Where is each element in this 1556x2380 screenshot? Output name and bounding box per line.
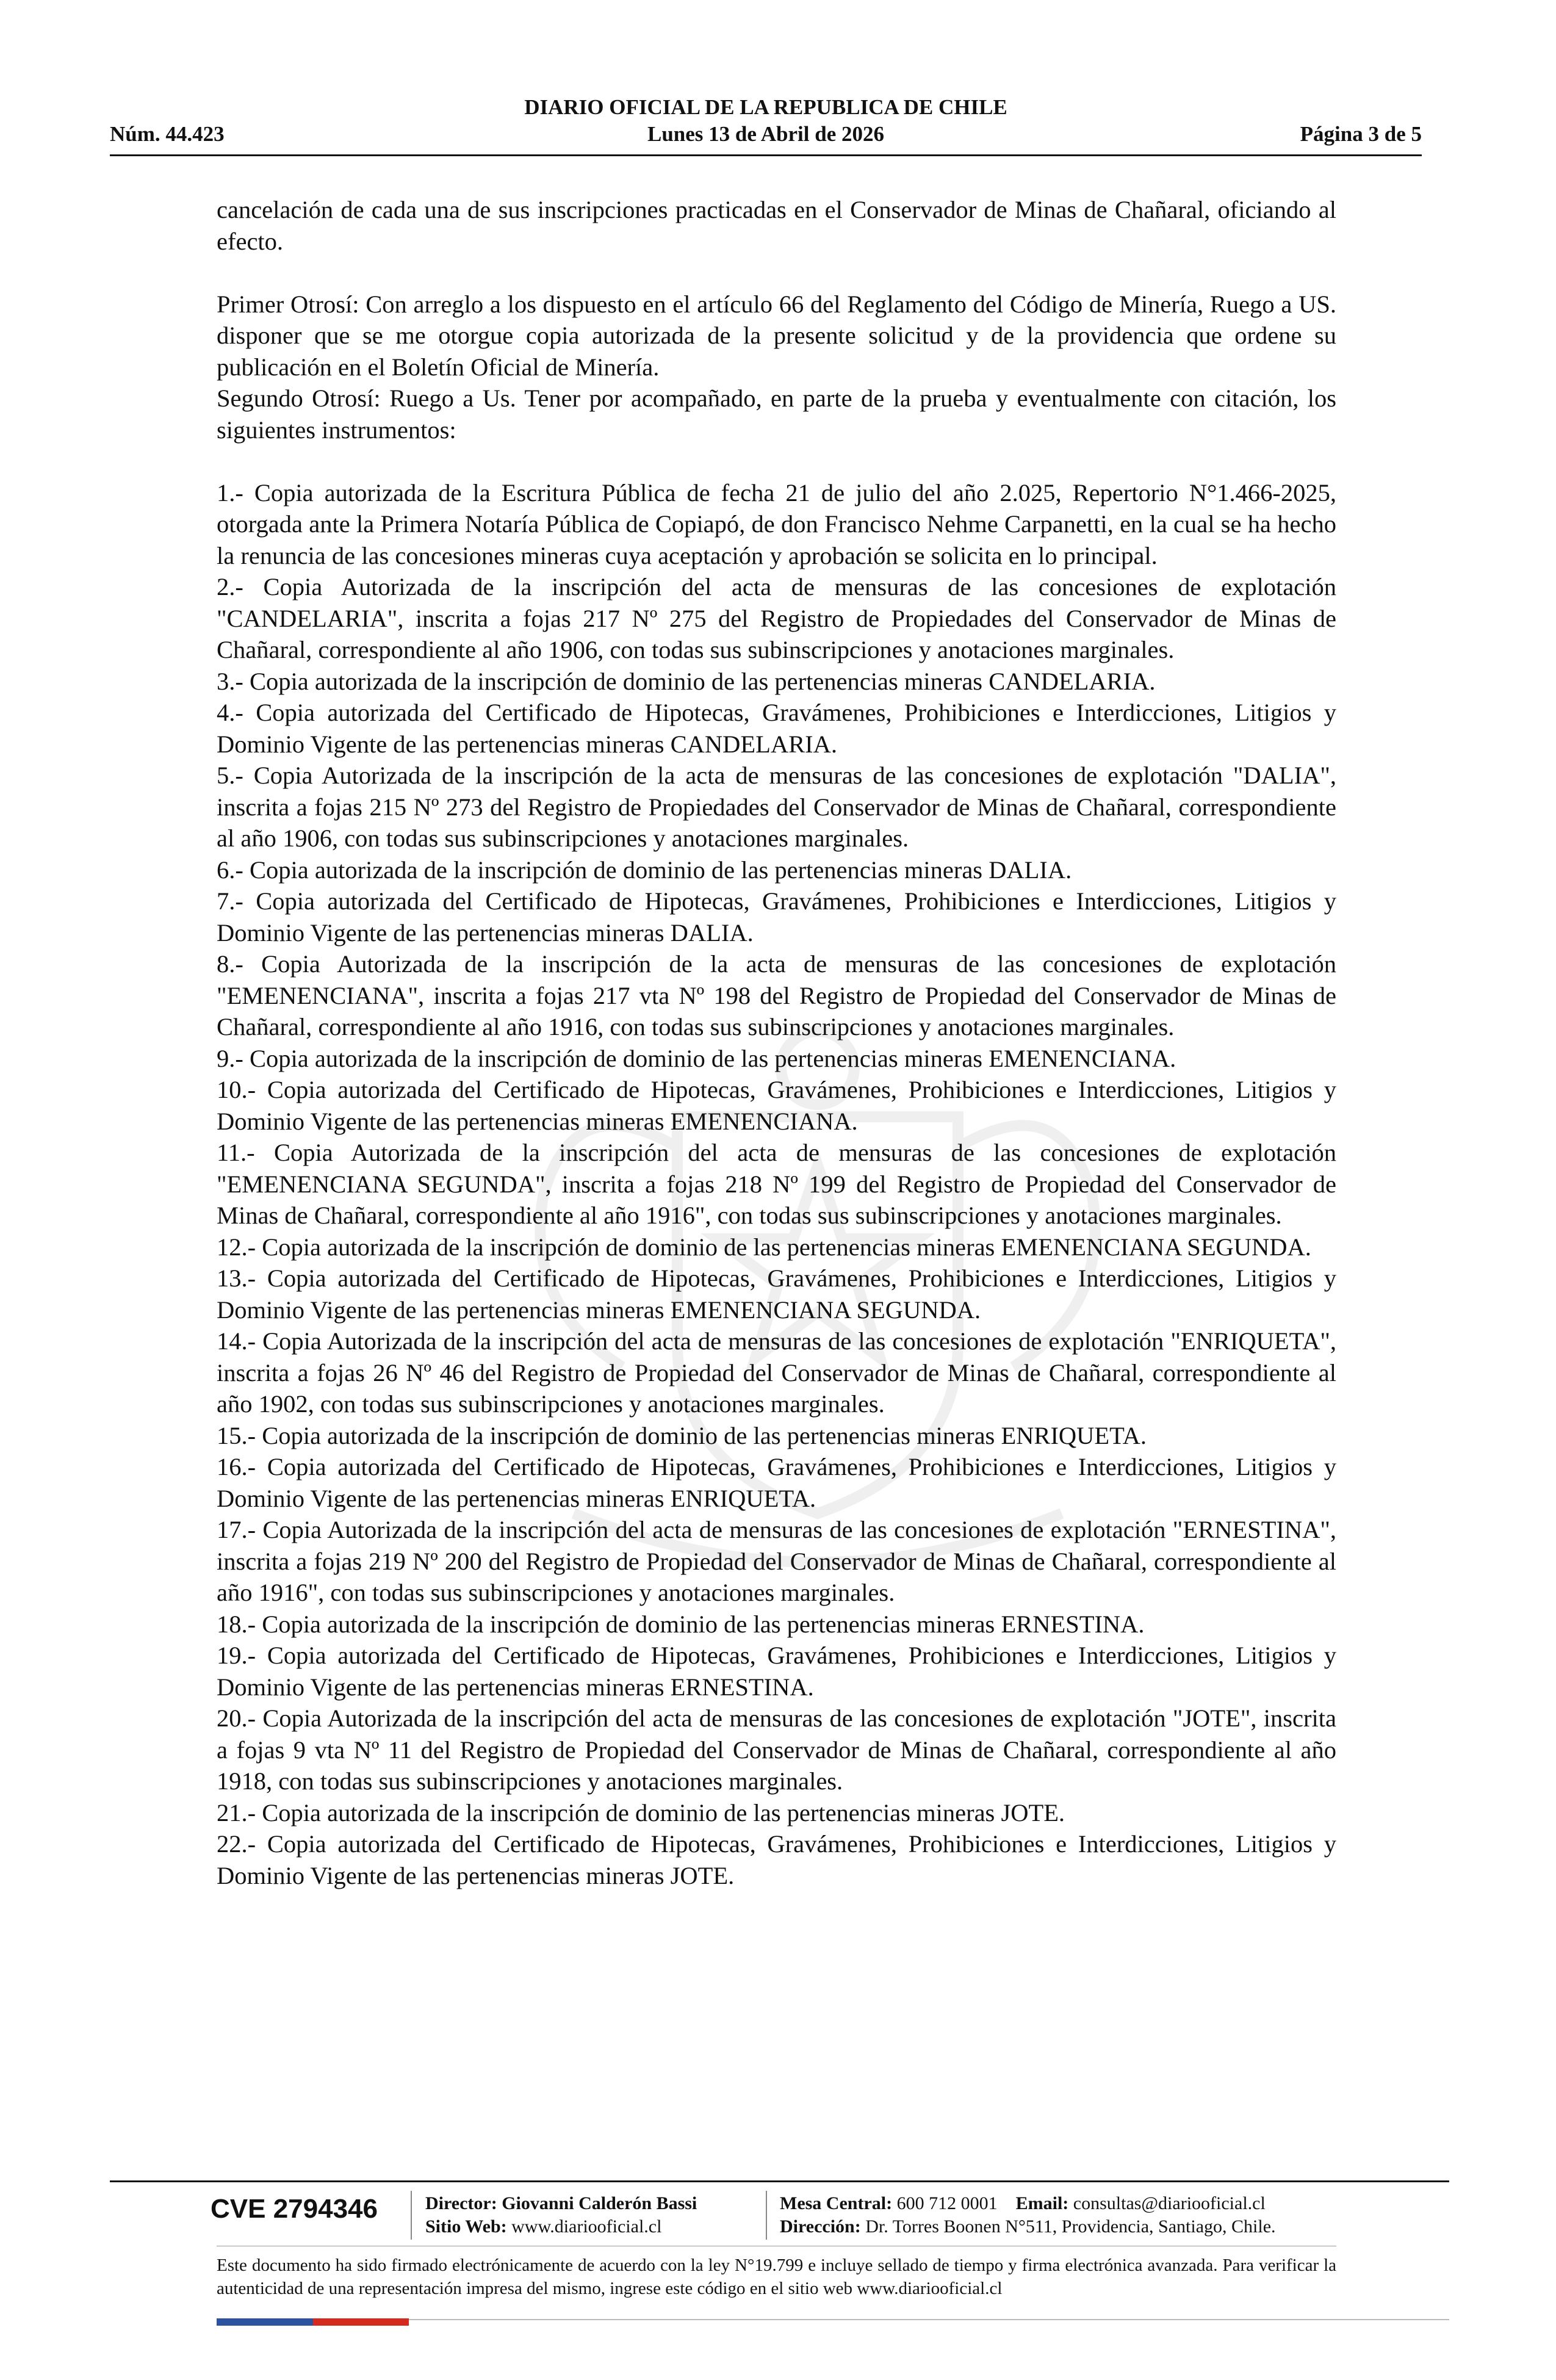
chile-flag-bar xyxy=(217,2318,409,2326)
footer-director-block xyxy=(425,2192,697,2238)
cve-code: CVE 2794346 xyxy=(211,2194,378,2224)
director-name: Giovanni Calderón Bassi xyxy=(502,2193,697,2213)
site-label: Sitio Web: xyxy=(425,2216,507,2237)
body-paragraph: 12.- Copia autorizada de la inscripción de dominio de las pertenencias mineras EMENENCIANA SEGUNDA. xyxy=(217,1233,1311,1261)
body-paragraph: 21.- Copia autorizada de la inscripción de dominio de las pertenencias mineras JOTE. xyxy=(217,1798,1065,1826)
paragraph-gap xyxy=(217,257,1336,289)
email-label: Email: xyxy=(1015,2193,1069,2213)
body-paragraph: 6.- Copia autorizada de la inscripción de dominio de las pertenencias mineras DALIA. xyxy=(217,856,1072,884)
page-header xyxy=(110,92,1422,156)
body-paragraph: 11.- Copia Autorizada de la inscripción del acta de mensuras de las concesiones de explotación "EMENENCIANA SEGUNDA", inscrita a fojas 218 Nº 199 del Registro de Propiedad del Conservador de Minas de Chañaral, correspondiente al año 1916", con todas sus subinscripciones y anotaciones marginales. xyxy=(217,1139,1336,1229)
body-paragraph: 17.- Copia Autorizada de la inscripción del acta de mensuras de las concesiones de explotación "ERNESTINA", inscrita a fojas 219 Nº 200 del Registro de Propiedad del Conservador de Minas de Chañaral, correspondiente al año 1916", con todas sus subinscripciones y anotaciones marginales. xyxy=(217,1516,1336,1606)
footer-separator xyxy=(766,2191,767,2240)
header-divider xyxy=(110,154,1422,156)
body-paragraph: 3.- Copia autorizada de la inscripción de dominio de las pertenencias mineras CANDELARIA. xyxy=(217,667,1156,695)
footer-divider xyxy=(110,2180,1449,2182)
body-paragraph: 7.- Copia autorizada del Certificado de Hipotecas, Gravámenes, Prohibiciones e Interdicciones, Litigios y Dominio Vigente de las pertenencias mineras DALIA. xyxy=(217,887,1336,947)
flag-blue-segment xyxy=(217,2318,313,2326)
body-paragraph: 2.- Copia Autorizada de la inscripción del acta de mensuras de las concesiones de explotación "CANDELARIA", inscrita a fojas 217 Nº 275 del Registro de Propiedades del Conservador de Minas de Chañaral, correspondiente al año 1906, con todas sus subinscripciones y anotaciones marginales. xyxy=(217,573,1336,663)
site-link[interactable]: www.diariooficial.cl xyxy=(511,2216,662,2237)
newspaper-title: DIARIO OFICIAL DE LA REPUBLICA DE CHILE xyxy=(524,95,1007,119)
address-value: Dr. Torres Boonen N°511, Providencia, Santiago, Chile. xyxy=(865,2216,1276,2237)
bottom-divider xyxy=(409,2319,1449,2320)
body-paragraph: 19.- Copia autorizada del Certificado de Hipotecas, Gravámenes, Prohibiciones e Interdicciones, Litigios y Dominio Vigente de las pertenencias mineras ERNESTINA. xyxy=(217,1642,1336,1701)
body-paragraph: 16.- Copia autorizada del Certificado de Hipotecas, Gravámenes, Prohibiciones e Interdicciones, Litigios y Dominio Vigente de las pertenencias mineras ENRIQUETA. xyxy=(217,1453,1336,1512)
body-paragraph: 13.- Copia autorizada del Certificado de Hipotecas, Gravámenes, Prohibiciones e Interdicciones, Litigios y Dominio Vigente de las pertenencias mineras EMENENCIANA SEGUNDA. xyxy=(217,1264,1336,1324)
page-indicator: Página 3 de 5 xyxy=(1300,122,1422,146)
address-label: Dirección: xyxy=(780,2216,861,2237)
body-paragraph: 5.- Copia Autorizada de la inscripción de la acta de mensuras de las concesiones de explotación "DALIA", inscrita a fojas 215 Nº 273 del Registro de Propiedades del Conservador de Minas de Chañaral, correspondiente al año 1906, con todas sus subinscripciones y anotaciones marginales. xyxy=(217,762,1336,852)
body-paragraph: cancelación de cada una de sus inscripciones practicadas en el Conservador de Minas de Chañaral, oficiando al efecto. xyxy=(217,196,1336,255)
mesa-phone: 600 712 0001 xyxy=(896,2193,998,2213)
body-paragraph: 9.- Copia autorizada de la inscripción de dominio de las pertenencias mineras EMENENCIANA. xyxy=(217,1044,1176,1072)
body-paragraph: Segundo Otrosí: Ruego a Us. Tener por acompañado, en parte de la prueba y eventualmente con citación, los siguientes instrumentos: xyxy=(217,384,1336,444)
body-paragraph: 20.- Copia Autorizada de la inscripción del acta de mensuras de las concesiones de explotación "JOTE", inscrita a fojas 9 vta Nº 11 del Registro de Propiedad del Conservador de Minas de Chañaral, correspondiente al año 1918, con todas sus subinscripciones y anotaciones marginales. xyxy=(217,1704,1336,1795)
body-paragraph: Primer Otrosí: Con arreglo a los dispuesto en el artículo 66 del Reglamento del Código de Minería, Ruego a US. disponer que se me otorgue copia autorizada de la presente solicitud y de la providencia que ordene su publicación en el Boletín Oficial de Minería. xyxy=(217,290,1336,381)
body-paragraph: 1.- Copia autorizada de la Escritura Pública de fecha 21 de julio del año 2.025, Repertorio N°1.466-2025, otorgada ante la Primera Notaría Pública de Copiapó, de don Francisco Nehme Carpanetti, en la cual se ha hecho la renuncia de las concesiones mineras cuya aceptación y aprobación se solicita en lo principal. xyxy=(217,478,1336,569)
flag-red-segment xyxy=(313,2318,409,2326)
mesa-label: Mesa Central: xyxy=(780,2193,893,2213)
director-label: Director: xyxy=(425,2193,497,2213)
issue-number: Núm. 44.423 xyxy=(110,122,225,146)
issue-date: Lunes 13 de Abril de 2026 xyxy=(647,122,884,146)
footer-separator xyxy=(411,2191,412,2240)
body-paragraph: 22.- Copia autorizada del Certificado de Hipotecas, Gravámenes, Prohibiciones e Interdicciones, Litigios y Dominio Vigente de las pertenencias mineras JOTE. xyxy=(217,1830,1336,1889)
email-link[interactable]: consultas@diariooficial.cl xyxy=(1073,2193,1266,2213)
body-paragraph: 8.- Copia Autorizada de la inscripción de la acta de mensuras de las concesiones de explotación "EMENENCIANA", inscrita a fojas 217 vta Nº 198 del Registro de Propiedad del Conservador de Minas de Chañaral, correspondiente al año 1916, con todas sus subinscripciones y anotaciones marginales. xyxy=(217,950,1336,1040)
footer-contact-block xyxy=(780,2192,1276,2238)
paragraph-gap xyxy=(217,445,1336,477)
document-body xyxy=(217,194,1336,1891)
body-paragraph: 15.- Copia autorizada de la inscripción de dominio de las pertenencias mineras ENRIQUETA. xyxy=(217,1421,1147,1449)
body-paragraph: 14.- Copia Autorizada de la inscripción del acta de mensuras de las concesiones de explotación "ENRIQUETA", inscrita a fojas 26 Nº 46 del Registro de Propiedad del Conservador de Minas de Chañaral, correspondiente al año 1902, con todas sus subinscripciones y anotaciones marginales. xyxy=(217,1327,1336,1418)
legal-notice: Este documento ha sido firmado electrónicamente de acuerdo con la ley N°19.799 e incluye sellado de tiempo y firma electrónica avanzada. Para verificar la autenticidad de una representación impresa del mismo, ingrese este código en el sitio web www.diariooficial.cl xyxy=(217,2256,1336,2298)
body-paragraph: 18.- Copia autorizada de la inscripción de dominio de las pertenencias mineras ERNESTINA. xyxy=(217,1610,1145,1638)
body-paragraph: 10.- Copia autorizada del Certificado de Hipotecas, Gravámenes, Prohibiciones e Interdicciones, Litigios y Dominio Vigente de las pertenencias mineras EMENENCIANA. xyxy=(217,1076,1336,1135)
body-paragraph: 4.- Copia autorizada del Certificado de Hipotecas, Gravámenes, Prohibiciones e Interdicciones, Litigios y Dominio Vigente de las pertenencias mineras CANDELARIA. xyxy=(217,699,1336,758)
